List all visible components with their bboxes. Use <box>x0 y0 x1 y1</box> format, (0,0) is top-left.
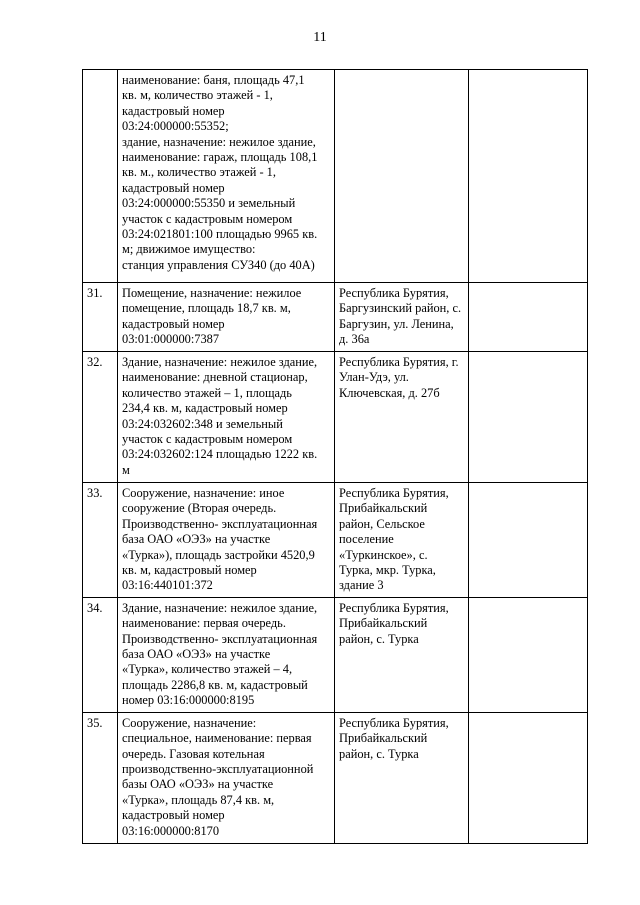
table-row <box>83 597 588 712</box>
table-row <box>83 483 588 598</box>
page-number: 11 <box>313 30 327 45</box>
row-number-cell: 31. <box>83 283 118 352</box>
row-number-cell <box>83 70 118 283</box>
empty-cell <box>469 597 588 712</box>
property-table <box>82 69 588 844</box>
table-row <box>83 70 588 283</box>
property-description-cell: Здание, назначение: нежилое здание, наименование: первая очередь. Производственно- эксплуатационная база ОАО «ОЭЗ» на участке «Турка», количество этажей – 4, площадь 2286,8 кв. м, кадастровый номер 03:16:000000:8195 <box>118 597 335 712</box>
property-address-cell <box>335 70 469 283</box>
property-description-cell: Помещение, назначение: нежилое помещение, площадь 18,7 кв. м, кадастровый номер 03:01:000000:7387 <box>118 283 335 352</box>
row-number-cell: 32. <box>83 352 118 483</box>
row-number-cell: 34. <box>83 597 118 712</box>
property-description-cell: наименование: баня, площадь 47,1 кв. м, количество этажей - 1, кадастровый номер 03:24:000000:55352; здание, назначение: нежилое здание, наименование: гараж, площадь 108,1 кв. м., количество этажей - 1, кадастровый номер 03:24:000000:55350 и земельный участок с кадастровым номером 03:24:021801:100 площадью 9965 кв. м; движимое имущество: станция управления СУЗ40 (до 40А) <box>118 70 335 283</box>
empty-cell <box>469 483 588 598</box>
property-description-cell: Сооружение, назначение: иное сооружение (Вторая очередь. Производственно- эксплуатационная база ОАО «ОЭЗ» на участке «Турка»), площадь застройки 4520,9 кв. м, кадастровый номер 03:16:440101:372 <box>118 483 335 598</box>
empty-cell <box>469 712 588 843</box>
property-description-cell: Здание, назначение: нежилое здание, наименование: дневной стационар, количество этажей – 1, площадь 234,4 кв. м, кадастровый номер 03:24:032602:348 и земельный участок с кадастровым номером 03:24:032602:124 площадью 1222 кв. м <box>118 352 335 483</box>
table-row <box>83 712 588 843</box>
empty-cell <box>469 70 588 283</box>
property-address-cell: Республика Бурятия, Баргузинский район, с. Баргузин, ул. Ленина, д. 36а <box>335 283 469 352</box>
table-row <box>83 352 588 483</box>
empty-cell <box>469 352 588 483</box>
property-address-cell: Республика Бурятия, Прибайкальский район, с. Турка <box>335 712 469 843</box>
property-description-cell: Сооружение, назначение: специальное, наименование: первая очередь. Газовая котельная производственно-эксплуатационной базы ОАО «ОЭЗ» на участке «Турка», площадь 87,4 кв. м, кадастровый номер 03:16:000000:8170 <box>118 712 335 843</box>
empty-cell <box>469 283 588 352</box>
property-address-cell: Республика Бурятия, г. Улан-Удэ, ул. Ключевская, д. 27б <box>335 352 469 483</box>
row-number-cell: 35. <box>83 712 118 843</box>
table-row <box>83 283 588 352</box>
row-number-cell: 33. <box>83 483 118 598</box>
property-address-cell: Республика Бурятия, Прибайкальский район, с. Турка <box>335 597 469 712</box>
property-address-cell: Республика Бурятия, Прибайкальский район, Сельское поселение «Туркинское», с. Турка, мкр. Турка, здание 3 <box>335 483 469 598</box>
